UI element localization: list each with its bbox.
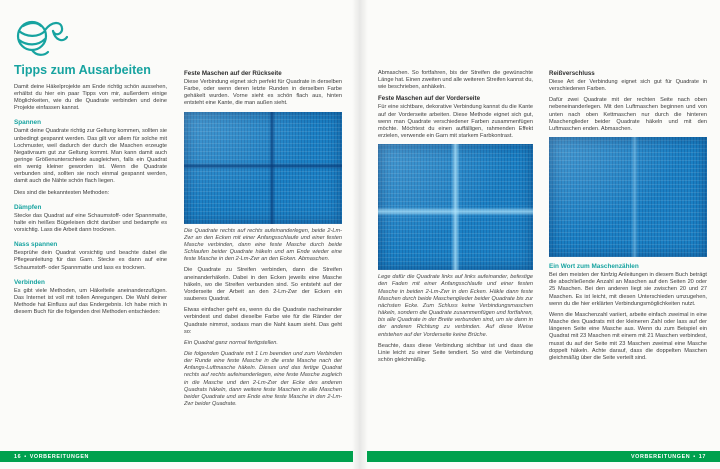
method-paragraph: Beachte, dass diese Verbindung sichtbar ist und dass die Linie leicht zu einer Seite tendiert. So wird die Verbindung schön gleichmäßig. [378, 342, 533, 363]
footer-right [367, 451, 720, 462]
page-title: Tipps zum Ausarbeiten [14, 64, 151, 77]
footer-left [0, 451, 353, 462]
page-number-left: 16 [14, 453, 22, 460]
section-heading-nass-spannen: Nass spannen [14, 241, 58, 249]
seam-overlay-vertical [631, 137, 638, 257]
seam-overlay-horizontal [378, 207, 533, 216]
footer-section-label: VORBEREITUNGEN [29, 453, 90, 460]
method-paragraph: Diese Art der Verbindung eignet sich gut für Quadrate in verschiedenen Farben. [549, 79, 707, 93]
photo-joined-squares-back [184, 112, 342, 224]
yarn-ball-icon [8, 4, 68, 62]
section-heading-verbinden: Verbinden [14, 278, 45, 286]
page-number-right: 17 [698, 453, 706, 460]
section-paragraph: Besprühe dein Quadrat vorsichtig und beachte dabei die Pflegeanleitung für das Garn. Stecke es dann auf eine Schaumstoff- oder Spannmatte und lass es trocknen. [14, 250, 167, 271]
seam-overlay-horizontal [184, 163, 342, 169]
box-heading-stitch-count: Ein Wort zum Maschenzählen [549, 263, 639, 271]
photo-caption: Die Quadrate rechts auf rechts aufeinanderlegen, beide 2-Lm-Zwr an den Ecken mit einer Anfangsschlaufe und einer festen Masche verbinden, dann eine feste Masche durch beide Schlaufen beider Quadrate häkeln und am Ende wieder eine feste Masche in den 2-Lm-Zwr an den Ecken. Abmaschen. [184, 227, 342, 263]
photo-zipper-join [549, 137, 707, 257]
continuation-paragraph: Abmaschen. So fortfahren, bis der Streifen die gewünschte Länge hat. Einen zweiten und alle weiteren Streifen kannst du, wie beschrieben, anhäkeln. [378, 70, 533, 91]
method-paragraph: Die Quadrate zu Streifen verbinden, dann die Streifen aneinanderhäkeln. Dabei in den Ecken jeweils eine Masche häkeln, wo die Streifen verbunden sind. So entsteht auf der Vorderseite der Arbeit an den 2-Lm-Zwr der Ecken ein sauberes Quadrat. [184, 267, 342, 303]
page-gutter [352, 0, 368, 469]
intro-paragraph: Damit deine Häkelprojekte am Ende richtig schön aussehen, erhältst du hier ein paar Tipps von mir, außerdem einige Möglichkeiten, wie du die Quadrate verbinden und deine Projekte einfassen kannst. [14, 83, 167, 112]
column-back-join [184, 70, 342, 452]
section-paragraph: Dies sind die bekanntesten Methoden: [14, 189, 110, 196]
method-paragraph: Diese Verbindung eignet sich perfekt für Quadrate in derselben Farbe, oder wenn deren letzte Runden in derselben Farbe gehäkelt wurden. Vorne sieht es schön flach aus, hinten entsteht eine Kante, die man außen sieht. [184, 79, 342, 107]
method-heading-front: Feste Maschen auf der Vorderseite [378, 95, 481, 103]
footer-section-label: VORBEREITUNGEN [630, 453, 691, 460]
method-paragraph: Dafür zwei Quadrate mit der rechten Seite nach oben nebeneinanderlegen. Mit den Luftmaschen beginnen und von unten nach oben Kettmaschen nur durch die hinteren Maschenglieder beider Quadrate häkeln und mit den Luftmaschen enden. Abmaschen. [549, 97, 707, 132]
column-tips [14, 64, 167, 446]
photo-caption: Lege dafür die Quadrate links auf links aufeinander, befestige den Faden mit einer Anfangsschlaufe und einer festen Masche in beiden 2-Lm-Zwr in den Ecken. Häkle dann feste Maschen durch beide Maschenglieder beider Quadrate bis zur nächsten Ecke. Zum Schluss keine Verbindungsmaschen häkeln, sondern die Quadrate zusammenfügen und fortfahren, bis alle Quadrate in der Breite verbunden sind, um sie dann in der anderen Richtung zu verbinden. Auf diese Weise entstehen auf der Vorderseite keine Brüche. [378, 274, 533, 338]
method-heading-back: Feste Maschen auf der Rückseite [184, 70, 282, 77]
section-heading-spannen: Spannen [14, 119, 41, 127]
method-heading-zipper: Reißverschluss [549, 70, 595, 77]
photo-joined-squares-front [378, 144, 533, 270]
box-paragraph: Bei den meisten der fünfzig Anleitungen in diesem Buch beträgt die abschließende Anzahl an Maschen auf den Seiten 20 oder 25 Maschen. Bei den anderen liegt sie zwischen 20 und 27 Maschen. Es ist leicht, mit diesen Unterschieden umzugehen, wenn du die hier erklärten Verbindungsmöglichkeiten nutzt. [549, 272, 707, 307]
section-paragraph: Damit deine Quadrate richtig zur Geltung kommen, sollten sie unbedingt gespannt werden. Das gilt vor allem für solche mit Lochmuster, weil dadurch der durch die Maschen erzeugte Negativraum gut zur Geltung kommt. Man kann damit auch geringe Größenunterschiede ausgleichen, falls ein Quadrat ein wenig kleiner geworden ist. Wenn die Quadrate verbunden sind, sollten sie noch einmal gespannt werden, damit auch die Nähte schön flach liegen. [14, 128, 167, 185]
instruction-step: Ein Quadrat ganz normal fertigstellen. [184, 339, 278, 346]
section-paragraph: Es gibt viele Methoden, um Häkelteile aneinanderzufügen. Das Internet ist voll mit tollen Anregungen. Die Wahl deiner Methode hat Einfluss auf das Endergebnis. Ich habe mich in diesem Buch für die folgenden drei Methoden entschieden: [14, 287, 167, 316]
column-zipper-join [549, 70, 707, 452]
box-paragraph: Wenn die Maschenzahl variiert, arbeite einfach zweimal in eine Masche des Quadrats mit der kleineren Zahl oder lass auf der längeren Seite eine Masche aus. Wenn du zum Beispiel ein Quadrat mit 23 Maschen mit einem mit 21 Maschen verbindest, musst du auf der Seite mit 23 Maschen zweimal eine Masche doppelt häkeln. Achte darauf, dass die doppelten Maschen gleichmäßig über die Seite verteilt sind. [549, 311, 707, 361]
column-front-join [378, 70, 533, 452]
method-paragraph: Etwas einfacher geht es, wenn du die Quadrate nacheinander verbindest und dabei dieselbe Farbe wie für die Ränder der Quadrate nimmst, sodass man die Naht kaum sieht. Das geht so: [184, 307, 342, 335]
method-paragraph: Für eine sichtbare, dekorative Verbindung kannst du die Kante auf der Vorderseite arbeiten. Diese Methode eignet sich gut, wenn man Quadrate verschiedener Farben zusammenfügen möchte. Möchtest du einen auffälligen, rahmenden Effekt erzielen, verwende ein Garn mit starkem Farbkontrast. [378, 104, 533, 140]
section-paragraph: Stecke das Quadrat auf eine Schaumstoff- oder Spannmatte, halte ein heißes Bügeleisen dicht darüber und bedampfe es vorsichtig. Lass die Arbeit dann trocknen. [14, 212, 167, 234]
footer-separator: • [693, 453, 696, 460]
section-heading-daempfen: Dämpfen [14, 203, 42, 211]
instruction-step: Die folgenden Quadrate mit 1 Lm beenden und zum Verbinden der Runde eine feste Masche in die erste Masche nach der Anfangs-Luftmasche häkeln. Dieses und das fertige Quadrat rechts auf rechts aufeinanderlegen, eine feste Masche zugleich in die Masche und den 2-Lm-Zwr der Ecke des anderen Quadrats häkeln, dann weitere feste Maschen in alle Maschen beider Quadrate und am Ende eine feste Masche in den 2-Lm-Zwr beider Quadrate. [184, 350, 342, 408]
footer-separator: • [24, 453, 27, 460]
